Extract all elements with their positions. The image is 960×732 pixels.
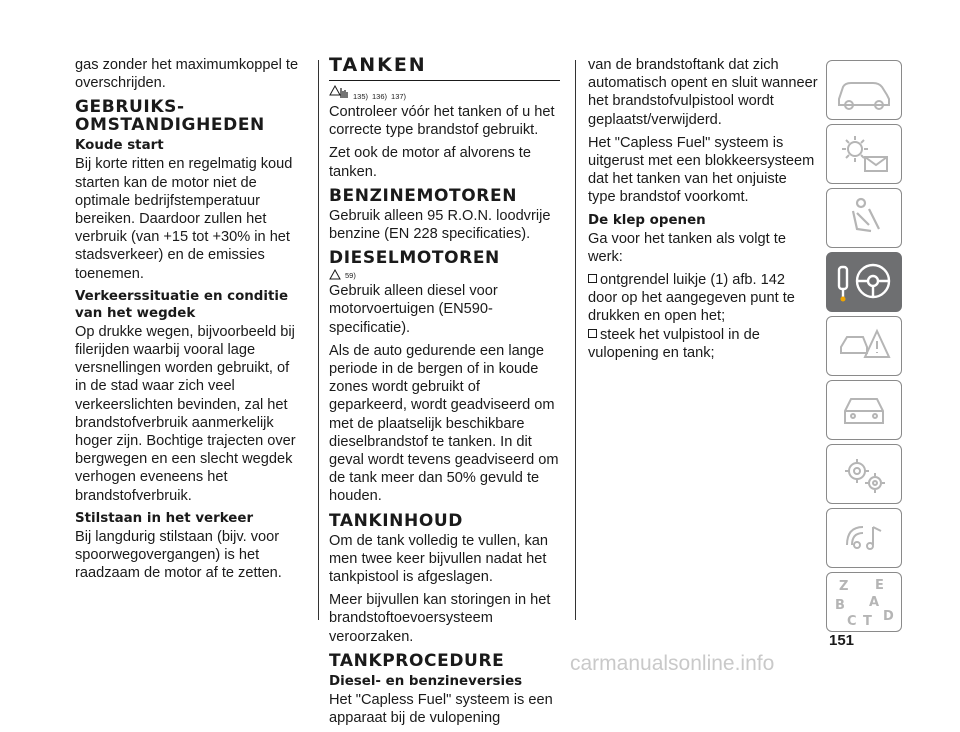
ref-135: 135)	[353, 92, 369, 101]
procedure-heading: TANKPROCEDURE	[329, 650, 505, 671]
warning-danger-icon	[329, 85, 349, 101]
diesel-text-1: Gebruik alleen diesel voor motorvoertuigen (EN590-specificatie).	[329, 283, 498, 336]
page-number: 151	[829, 632, 855, 649]
heading-line-1: GEBRUIKS-	[75, 97, 185, 118]
step-1-text: ontgrendel luikje (1) afb. 142 door op het aangegeven punt te drukken en open het;	[588, 272, 795, 325]
diesel-refs-row	[329, 269, 561, 280]
standstill-text: Bij langdurig stilstaan (bijv. voor spoorwegovergangen) is het raadzaam de motor af te zetten.	[75, 528, 282, 582]
capacity-text-2: Meer bijvullen kan storingen in het brandstoftoevoersysteem veroorzaken.	[329, 592, 551, 645]
standstill-title: Stilstaan in het verkeer	[75, 510, 254, 526]
chapter-sidebar	[826, 60, 902, 636]
capless-text-1: van de brandstoftank dat zich automatisch opent en sluit wanneer het brandstofvulpistool wordt geplaatst/verwijderd.	[588, 57, 818, 128]
tab-multimedia[interactable]	[826, 508, 902, 568]
refs-row	[329, 85, 561, 101]
petrol-heading: BENZINEMOTOREN	[329, 185, 518, 206]
capacity-heading: TANKINHOUD	[329, 510, 463, 531]
warning-triangle-icon	[827, 317, 901, 375]
intro-paragraph: gas zonder het maximumkoppel te overschrijden.	[75, 57, 299, 92]
column-divider-1	[318, 60, 319, 620]
column-1	[75, 56, 303, 587]
tab-technical-data[interactable]	[826, 444, 902, 504]
column-2	[329, 56, 561, 732]
ref-137: 137)	[391, 92, 407, 101]
index-letter-t: T	[863, 614, 872, 629]
index-letters-icon	[827, 573, 901, 631]
step-1	[588, 271, 818, 326]
cold-start-text: Bij korte ritten en regelmatig koud starten kan de motor niet de optimale bedrijfstemperatuur bereiken. Daardoor zullen het verbruik (van +15 tot +30% in het stadsverkeer) en de emissies toenemen.	[75, 156, 293, 282]
procedure-text: Het "Capless Fuel" systeem is een apparaat bij de vulopening	[329, 691, 553, 727]
ref-136: 136)	[372, 92, 388, 101]
media-navigation-icon	[827, 509, 901, 567]
ref-59: 59)	[345, 271, 356, 281]
traffic-title: Verkeerssituatie en conditie van het wegdek	[75, 288, 289, 321]
car-front-icon	[827, 381, 901, 439]
flap-intro: Ga voor het tanken als volgt te werk:	[588, 230, 786, 265]
index-letter-b: B	[835, 598, 845, 613]
procedure-subheading: Diesel- en benzineversies	[329, 673, 523, 689]
maintenance-gears-icon	[827, 445, 901, 503]
bullet-icon	[588, 329, 597, 338]
heading-line-2: OMSTANDIGHEDEN	[75, 115, 265, 136]
car-icon	[827, 61, 901, 119]
diesel-heading: DIESELMOTOREN	[329, 248, 500, 269]
step-2	[588, 326, 818, 362]
heading-operating-conditions	[75, 98, 303, 134]
tab-emergency[interactable]	[826, 316, 902, 376]
column-3	[588, 56, 818, 367]
bullet-icon	[588, 274, 597, 283]
check-fuel-text: Controleer vóór het tanken of u het correcte type brandstof gebruikt.	[329, 104, 555, 139]
key-steering-wheel-icon	[827, 253, 901, 311]
petrol-text: Gebruik alleen 95 R.O.N. loodvrije benzine (EN 228 specificaties).	[329, 207, 551, 243]
capacity-text-1: Om de tank volledig te vullen, kan men twee keer bijvullen nadat het tankpistool is afgeslagen.	[329, 532, 549, 586]
index-letter-e: E	[875, 578, 884, 593]
diesel-text-2: Als de auto gedurende een lange periode in de bergen of in koude zones wordt gebruikt of geparkeerd, wordt geadviseerd om met de plaatselijk beschikbare dieselbrandstof te tanken. In dit geval wordt tevens geadviseerd om de tank meer dan 50% gevuld te houden.	[329, 342, 559, 505]
index-letter-z: Z	[839, 579, 849, 594]
traffic-text: Op drukke wegen, bijvoorbeeld bij filerijden waarbij vooral lage versnellingen worden gebruikt, of in de stad waar zich veel verkeerslichten bevinden, zal het brandstofverbruik aanmerkelijk hoger zijn. Bochtige trajecten over bergwegen en een slecht wegdek verhogen eveneens het brandstofverbruik.	[75, 323, 296, 504]
tab-safety[interactable]	[826, 188, 902, 248]
seatbelt-airbag-icon	[827, 189, 901, 247]
title-rule	[329, 80, 560, 81]
tab-dashboard[interactable]	[826, 124, 902, 184]
index-letter-d: D	[883, 609, 894, 624]
index-letter-c: C	[847, 614, 857, 629]
column-divider-2	[575, 60, 576, 620]
section-title: TANKEN	[329, 54, 427, 76]
step-2-text: steek het vulpistool in de vulopening en tank;	[588, 326, 760, 361]
flap-title: De klep openen	[588, 212, 706, 228]
tab-maintenance-car[interactable]	[826, 380, 902, 440]
tab-index[interactable]	[826, 572, 902, 632]
engine-off-text: Zet ook de motor af alvorens te tanken.	[329, 145, 531, 180]
tab-vehicle[interactable]	[826, 60, 902, 120]
warning-icon	[329, 269, 341, 280]
watermark: carmanualsonline.info	[570, 652, 775, 675]
tab-starting-driving[interactable]	[826, 252, 902, 312]
cold-start-title: Koude start	[75, 138, 164, 154]
dashboard-lights-icon	[827, 125, 901, 183]
index-letter-a: A	[869, 595, 880, 610]
capless-text-2: Het "Capless Fuel" systeem is uitgerust met een blokkeersysteem dat het tanken van het onjuiste type brandstof voorkomt.	[588, 134, 815, 206]
